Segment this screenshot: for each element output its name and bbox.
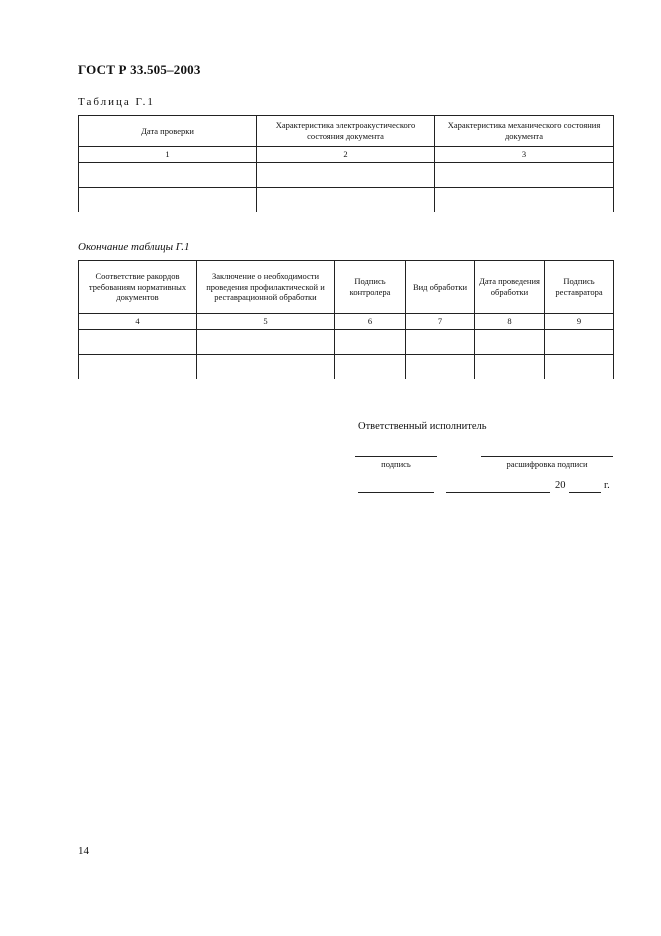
table-cell <box>435 163 614 188</box>
name-decoding-line <box>481 456 613 457</box>
page-number: 14 <box>78 845 89 857</box>
table-cell <box>335 355 406 380</box>
responsible-executor-title: Ответственный исполнитель <box>358 421 487 432</box>
table-row <box>79 355 614 380</box>
table-header-row <box>79 261 614 314</box>
signature-caption: подпись <box>381 459 411 469</box>
column-number: 2 <box>257 147 435 163</box>
date-year-line <box>569 492 601 493</box>
column-number: 1 <box>79 147 257 163</box>
table-cell <box>79 330 197 355</box>
column-header-conclusion: Заключение о необходимости проведения профилактической и реставрационной обработки <box>197 261 335 314</box>
document-header: ГОСТ Р 33.505–2003 <box>78 62 201 77</box>
column-number: 5 <box>197 314 335 330</box>
table-cell <box>197 330 335 355</box>
date-year-suffix: г. <box>604 480 610 491</box>
date-month-line <box>446 492 550 493</box>
column-header-processing-type: Вид обработки <box>406 261 475 314</box>
table-cell <box>475 355 545 380</box>
table-row <box>79 330 614 355</box>
table-cell <box>435 188 614 213</box>
table-g1-label: Таблица Г.1 <box>78 96 155 108</box>
column-number-row <box>79 314 614 330</box>
column-number: 9 <box>545 314 614 330</box>
table-row <box>79 188 614 213</box>
column-number-row <box>79 147 614 163</box>
table-g1-continuation <box>78 260 614 379</box>
name-decoding-caption: расшифровка подписи <box>506 459 588 469</box>
table-continuation-label: Окончание таблицы Г.1 <box>78 241 190 253</box>
table-g1 <box>78 115 614 212</box>
column-header-controller-signature: Подпись контролера <box>335 261 406 314</box>
column-number: 4 <box>79 314 197 330</box>
column-number: 8 <box>475 314 545 330</box>
table-cell <box>79 163 257 188</box>
column-number: 3 <box>435 147 614 163</box>
table-row <box>79 163 614 188</box>
table-cell <box>406 330 475 355</box>
column-number: 7 <box>406 314 475 330</box>
table-cell <box>545 330 614 355</box>
column-header-electroacoustic: Характеристика электроакустического состояния документа <box>257 116 435 147</box>
signature-line <box>355 456 437 457</box>
table-cell <box>335 330 406 355</box>
column-header-leaders-compliance: Соответствие ракордов требованиям нормативных документов <box>79 261 197 314</box>
date-year-prefix: 20 <box>555 480 566 491</box>
table-cell <box>257 163 435 188</box>
table-cell <box>197 355 335 380</box>
table-cell <box>475 330 545 355</box>
date-day-line <box>358 492 434 493</box>
column-header-processing-date: Дата проведения обработки <box>475 261 545 314</box>
table-cell <box>79 188 257 213</box>
column-header-mechanical: Характеристика механического состояния документа <box>435 116 614 147</box>
table-cell <box>257 188 435 213</box>
column-number: 6 <box>335 314 406 330</box>
table-cell <box>406 355 475 380</box>
column-header-restorer-signature: Подпись реставратора <box>545 261 614 314</box>
table-cell <box>545 355 614 380</box>
table-header-row <box>79 116 614 147</box>
table-cell <box>79 355 197 380</box>
column-header-check-date: Дата проверки <box>79 116 257 147</box>
